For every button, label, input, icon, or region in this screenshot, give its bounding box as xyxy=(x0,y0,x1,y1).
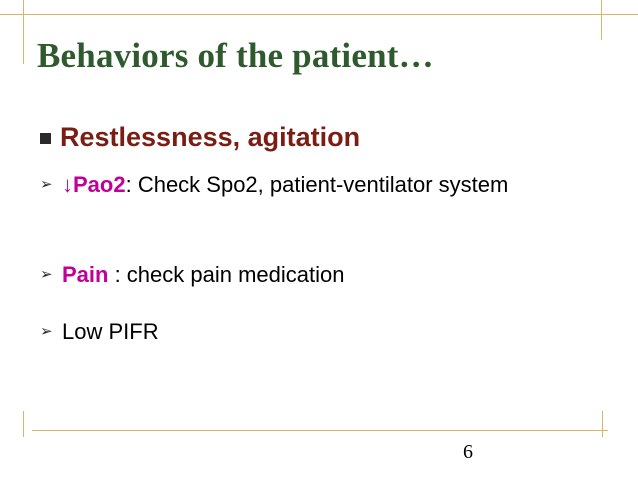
list-item xyxy=(40,170,562,200)
main-bullet xyxy=(40,121,360,153)
slide-title: Behaviors of the patient… xyxy=(37,36,434,75)
list-item-body: Low PIFR xyxy=(62,319,159,344)
arrow-bullet-icon: ➢ xyxy=(40,266,53,283)
bottom-right-frame-line xyxy=(602,411,603,437)
list-item xyxy=(40,260,345,290)
list-item-body: : check pain medication xyxy=(108,262,345,287)
square-bullet-icon xyxy=(40,133,51,144)
right-frame-line xyxy=(601,0,602,40)
list-item-text xyxy=(62,170,562,200)
main-bullet-text: Restlessness, agitation xyxy=(60,122,361,152)
left-frame-line xyxy=(23,0,24,64)
page-number: 6 xyxy=(463,441,473,463)
list-item-body: : Check Spo2, patient-ventilator system xyxy=(125,172,509,197)
list-item xyxy=(40,317,159,347)
top-divider xyxy=(0,14,638,15)
list-item-text xyxy=(62,260,345,290)
bottom-divider xyxy=(32,430,608,431)
bottom-left-frame-line xyxy=(23,411,24,437)
list-item-highlight: ↓Pao2 xyxy=(62,172,126,197)
arrow-bullet-icon: ➢ xyxy=(40,176,53,193)
list-item-highlight: Pain xyxy=(62,262,109,287)
list-item-text xyxy=(62,317,159,347)
arrow-bullet-icon: ➢ xyxy=(40,323,53,340)
